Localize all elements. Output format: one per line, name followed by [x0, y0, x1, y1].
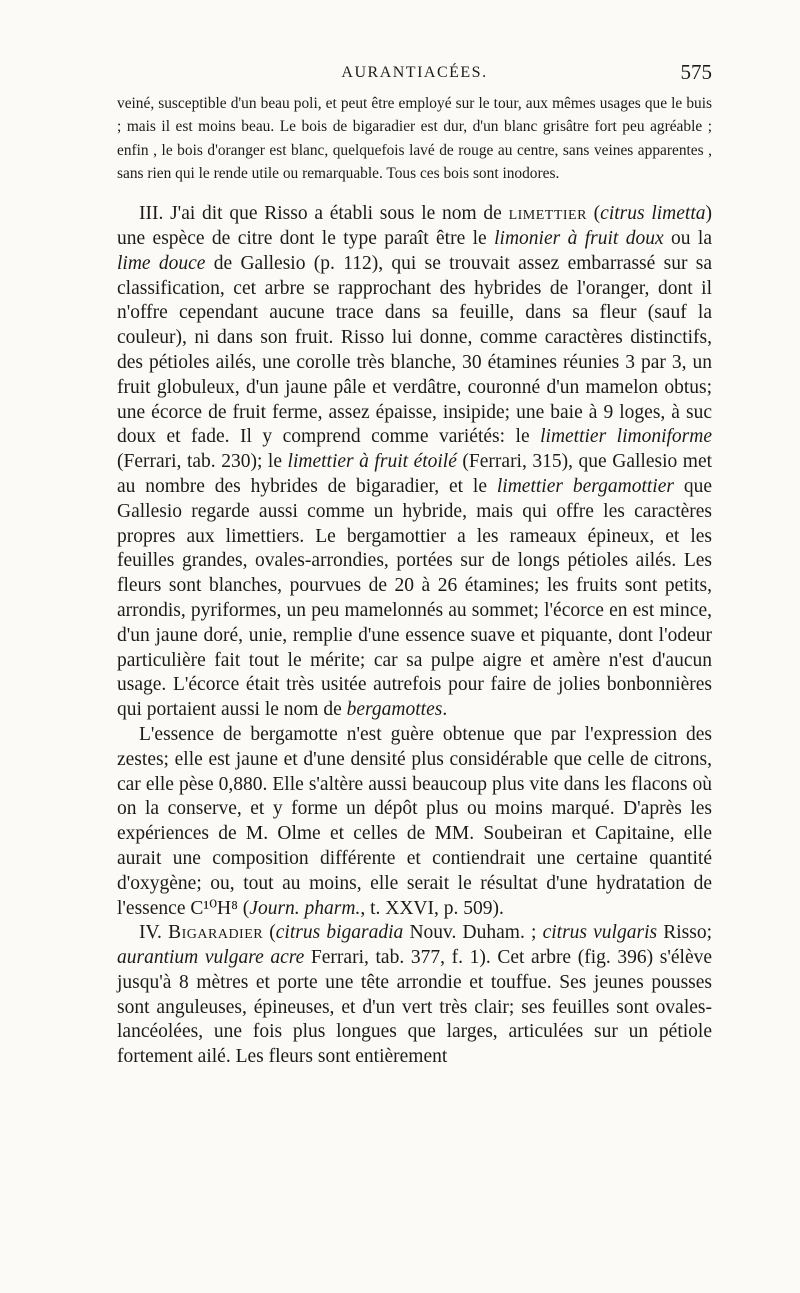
text-segment: III. J'ai dit que Risso a établi sous le nom de [139, 203, 509, 225]
latin-name: aurantium vulgare acre [117, 947, 305, 969]
text-segment: Ferrari, tab. 377, f. 1). Cet arbre (fig. 396) s'élève jusqu'à 8 mètres et porte une tête arrondie et touffue. Ses jeunes pousses sont anguleuses, épineuses, et d'un vert très clair; ses feuilles sont ovales-lancéolées, une fois plus longues que larges, articulées sur un pétiole fortement ailé. Les fleurs sont entièrement [117, 947, 712, 1068]
text-segment: IV. [139, 922, 169, 944]
italic-term: limettier à fruit étoilé [287, 451, 457, 473]
text-segment: ou la [663, 227, 713, 249]
paragraph-wood-description: veiné, susceptible d'un beau poli, et peut être employé sur le tour, aux mêmes usages que le buis ; mais il est moins beau. Le bois de bigaradier est dur, d'un blanc grisâtre fort peu agréable ; enfin , le bois d'oranger est blanc, quelquefois lavé de rouge au centre, sans veines apparentes , sans rien qui le rende utile ou remarquable. Tous ces bois sont inodores. [117, 95, 712, 182]
italic-term: bergamottes [346, 699, 443, 721]
text-segment: (Ferrari, tab. 230); le [117, 451, 288, 473]
italic-term: lime douce [117, 252, 206, 274]
text-segment: Nouv. Duham. ; [403, 922, 543, 944]
chemical-formula: C¹⁰H⁸ [190, 897, 238, 919]
text-segment: ( [586, 203, 601, 225]
paragraph-limettier [117, 202, 712, 723]
journal-reference: Journ. pharm. [249, 897, 361, 919]
text-segment: , t. XXVI, p. 509). [360, 897, 504, 919]
text-segment: . [442, 699, 448, 721]
text-segment: ( [263, 922, 276, 944]
running-title: AURANTIACÉES. [341, 64, 488, 81]
text-segment: ) une espèce de citre dont le type paraît être le [117, 203, 712, 249]
text-segment: que Gallesio regarde aussi comme un hybride, mais qui offre les caractères propres aux limettiers. Le bergamottier a les rameaux épineux, et les feuilles grandes, ovales-arrondies, portées sur de longs pétioles ailés. Les fleurs sont blanches, pourvues de 20 à 26 étamines; les fruits sont petits, arrondis, pyriformes, un peu mamelonnés au sommet; l'écorce en est mince, d'un jaune doré, unie, remplie d'une essence suave et piquante, dont l'odeur particulière fait tout le mérite; car sa pulpe aigre et amère n'est d'aucun usage. L'écorce était très usitée autrefois pour faire de jolies bonbonnières qui portaient aussi le nom de [117, 475, 712, 721]
paragraph-gap [117, 185, 712, 202]
latin-name: citrus limetta [600, 203, 706, 225]
page-number: 575 [680, 60, 712, 84]
italic-term: limonier à fruit doux [494, 227, 664, 249]
latin-name: citrus vulgaris [542, 922, 658, 944]
latin-name: citrus bigaradia [275, 922, 404, 944]
paragraph-bigaradier [117, 921, 712, 1070]
page-body [117, 92, 712, 1070]
italic-term: limettier limoniforme [540, 426, 713, 448]
term-limettier: limettier [508, 203, 587, 225]
running-header [117, 60, 712, 90]
italic-term: limettier bergamottier [496, 475, 674, 497]
text-segment: L'essence de bergamotte n'est guère obtenue que par l'expression des zestes; elle est jaune et d'une densité plus considérable que celle de citrons, car elle pèse 0,880. Elle s'altère aussi beaucoup plus vite dans les flacons où on la conserve, et y forme un dépôt plus ou moins marqué. D'après les expériences de M. Olme et celles de MM. Soubeiran et Capitaine, elle aurait une composition différente et contiendrait une certaine quantité d'oxygène; ou, tout au moins, elle serait le résultat d'une hydratation de l'essence [117, 723, 712, 919]
text-segment: (Ferrari, 315), que Gallesio met au nombre des hybrides de bigaradier, et le [117, 451, 713, 497]
text-segment: de Gallesio (p. 112), qui se trouvait assez embarrassé sur sa classification, cet arbre se rapprochant des hybrides de l'oranger, dont il n'offre cependant aucune trace dans sa feuille, dans sa fleur (sauf la couleur), ni dans son fruit. Risso lui donne, comme caractères distinctifs, des pétioles ailés, une corolle très blanche, 30 étamines réunies 3 par 3, un fruit globuleux, d'un jaune pâle et verdâtre, couronné d'un mamelon obtus; une écorce de fruit ferme, assez épaisse, insipide; une baie à 9 loges, à suc doux et fade. Il y comprend comme variétés: le [117, 252, 712, 448]
term-bigaradier: Bigaradier [168, 922, 264, 944]
text-segment: ( [237, 897, 250, 919]
paragraph-bergamot-essence [117, 723, 712, 921]
text-segment: Risso; [657, 922, 713, 944]
